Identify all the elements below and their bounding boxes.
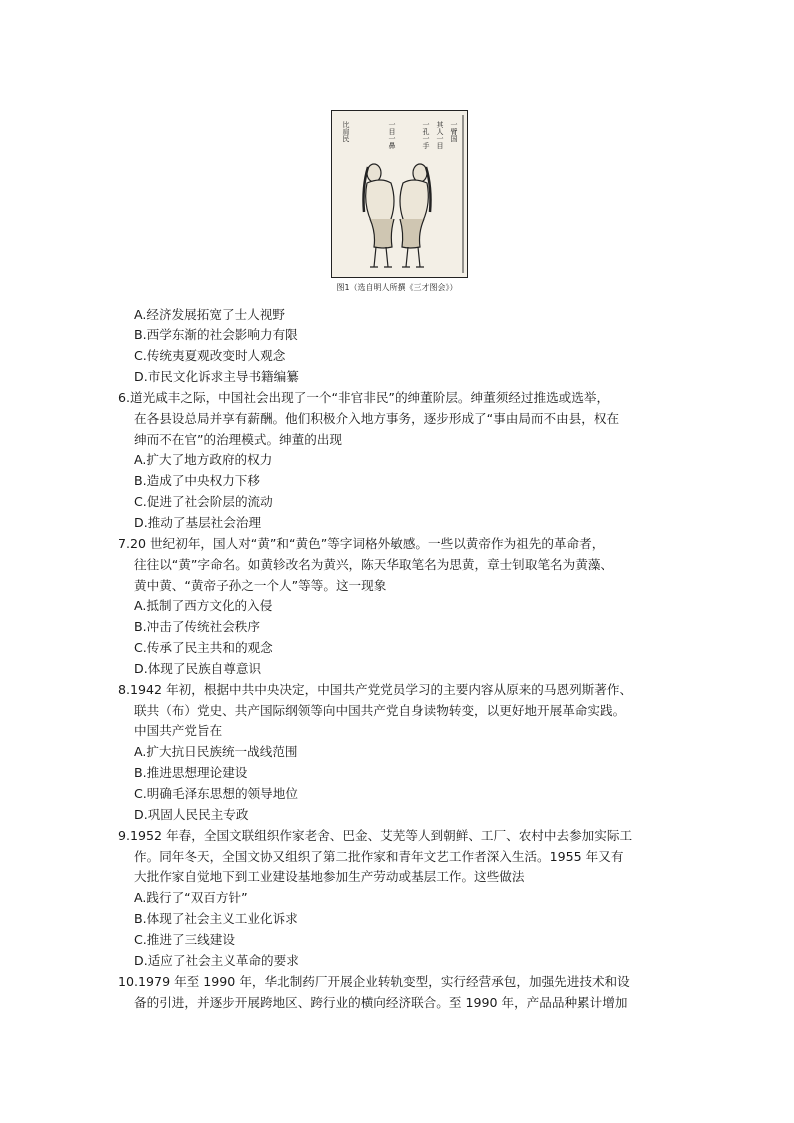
q10-stem-line-1: 10.1979 年至 1990 年，华北制药厂开展企业转轨变型，实行经营承包，加强先进技术和设 [118, 974, 630, 989]
q6-stem-line-2: 在各县设总局并享有薪酬。他们积极介入地方事务，逐步形成了“事由局而不由县，权在 [134, 411, 620, 426]
q8-option-b: B.推进思想理论建设 [134, 765, 248, 780]
q8-stem-line-2: 联共（布）党史、共产国际纲领等向中国共产党自身读物转变，以更好地开展革命实践。 [134, 703, 626, 718]
q6-option-c: C.促进了社会阶层的流动 [134, 494, 273, 509]
vertical-text-1: 一臂国 [450, 121, 458, 142]
q7-option-b: B.冲击了传统社会秩序 [134, 619, 260, 634]
q6-option-d: D.推动了基层社会治理 [134, 515, 262, 530]
q6-stem-line-1: 6.道光咸丰之际，中国社会出现了一个“非官非民”的绅董阶层。绅董须经过推选或选举， [118, 390, 610, 405]
q7-option-a: A.抵制了西方文化的入侵 [134, 598, 273, 613]
illustration-figure [331, 110, 468, 278]
q5-option-c: C.传统夷夏观改变时人观念 [134, 348, 286, 363]
q9-stem-line-3: 大批作家自觉地下到工业建设基地参加生产劳动或基层工作。这些做法 [134, 869, 525, 884]
q7-option-d: D.体现了民族自尊意识 [134, 661, 262, 676]
q9-stem-line-1: 9.1952 年春，全国文联组织作家老舍、巴金、艾芜等人到朝鲜、工厂、农村中去参加实际工 [118, 828, 633, 843]
vertical-text-3: 一孔一手 [422, 121, 430, 149]
q7-stem-line-2: 往往以“黄”字命名。如黄轸改名为黄兴，陈天华取笔名为思黄，章士钊取笔名为黄藻、 [134, 557, 614, 572]
q9-option-d: D.适应了社会主义革命的要求 [134, 953, 299, 968]
vertical-text-2: 其人一目 [436, 121, 444, 149]
woodcut-figures-image [332, 111, 467, 277]
q7-option-c: C.传承了民主共和的观念 [134, 640, 273, 655]
q8-option-d: D.巩固人民民主专政 [134, 807, 249, 822]
q8-option-c: C.明确毛泽东思想的领导地位 [134, 786, 298, 801]
q9-option-c: C.推进了三线建设 [134, 932, 235, 947]
q9-option-a: A.践行了“双百方针” [134, 890, 248, 905]
q8-stem-line-3: 中国共产党旨在 [134, 723, 223, 738]
q5-option-a: A.经济发展拓宽了士人视野 [134, 307, 285, 322]
q6-option-a: A.扩大了地方政府的权力 [134, 452, 273, 467]
q6-option-b: B.造成了中央权力下移 [134, 473, 260, 488]
figure-caption: 图1（选自明人所撰《三才图会》） [336, 283, 458, 292]
q8-option-a: A.扩大抗日民族统一战线范围 [134, 744, 298, 759]
q7-stem-line-3: 黄中黄、“黄帝子孙之一个人”等等。这一现象 [134, 578, 387, 593]
vertical-text-5: 比肩民 [342, 121, 350, 142]
q7-stem-line-1: 7.20 世纪初年，国人对“黄”和“黄色”等字词格外敏感。一些以黄帝作为祖先的革命者， [118, 536, 605, 551]
q6-stem-line-3: 绅而不在官”的治理模式。绅董的出现 [134, 432, 343, 447]
q9-stem-line-2: 作。同年冬天，全国文协又组织了第二批作家和青年文艺工作者深入生活。1955 年又有 [134, 849, 624, 864]
q5-option-d: D.市民文化诉求主导书籍编纂 [134, 369, 299, 384]
q10-stem-line-2: 备的引进，并逐步开展跨地区、跨行业的横向经济联合。至 1990 年，产品品种累计增加 [134, 995, 628, 1010]
vertical-text-4: 一目一鼻 [388, 121, 396, 149]
q8-stem-line-1: 8.1942 年初，根据中共中央决定，中国共产党党员学习的主要内容从原来的马恩列斯著作、 [118, 682, 633, 697]
q9-option-b: B.体现了社会主义工业化诉求 [134, 911, 298, 926]
q5-option-b: B.西学东渐的社会影响力有限 [134, 327, 298, 342]
